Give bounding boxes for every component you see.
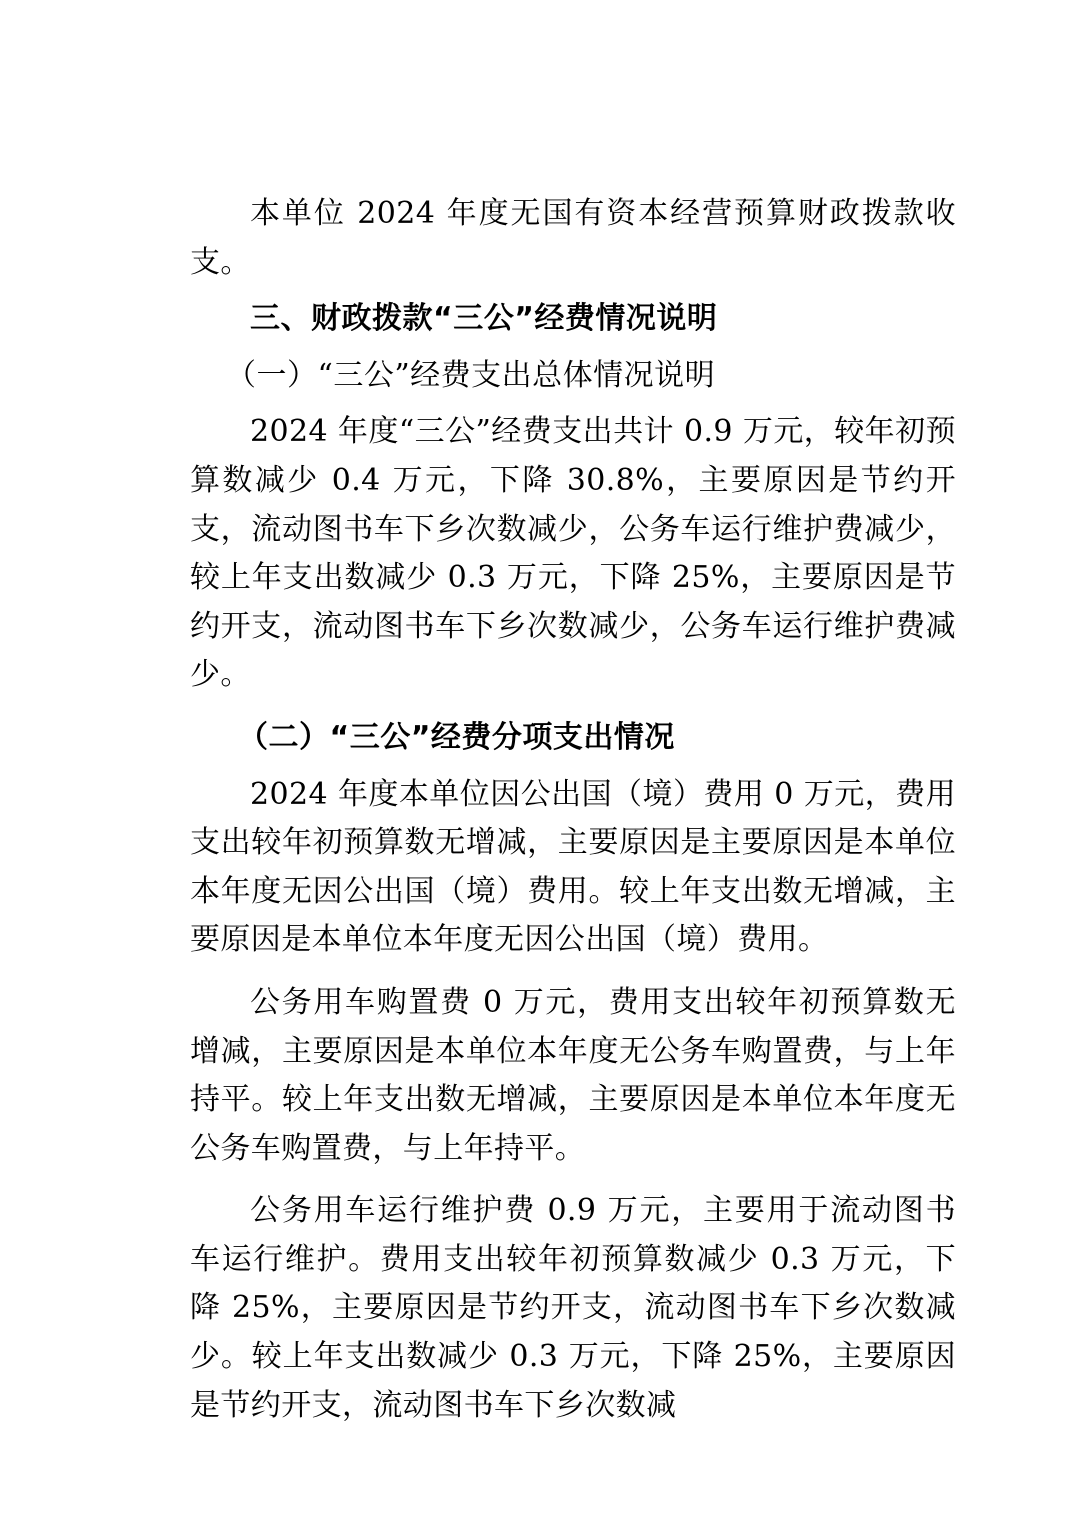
spacer	[190, 965, 956, 979]
paragraph-no-state-capital-budget: 本单位 2024 年度无国有资本经营预算财政拨款收支。	[190, 196, 956, 280]
spacer	[190, 344, 956, 352]
spacer	[190, 700, 956, 714]
spacer	[190, 1173, 956, 1187]
spacer	[190, 287, 956, 295]
paragraph-vehicle-maintenance: 公务用车运行维护费 0.9 万元，主要用于流动图书车运行维护。费用支出较年初预算数减少 0.3 万元，下降 25%，主要原因是节约开支，流动图书车下乡次数减少。较上年支出数减少 0.3 万元，下降 25%，主要原因是节约开支，流动图书车下乡次数减	[190, 1193, 956, 1423]
paragraph-overseas-travel: 2024 年度本单位因公出国（境）费用 0 万元，费用支出较年初预算数无增减，主要原因是主要原因是本单位本年度无因公出国（境）费用。较上年支出数无增减，主要原因是本单位本年度无因公出国（境）费用。	[190, 776, 956, 958]
heading-section-three: 三、财政拨款“三公”经费情况说明	[250, 301, 718, 337]
heading-subsection-one: （一）“三公”经费支出总体情况说明	[226, 357, 716, 393]
paragraph-overall-expenditure: 2024 年度“三公”经费支出共计 0.9 万元，较年初预算数减少 0.4 万元，下降 30.8%，主要原因是节约开支，流动图书车下乡次数减少，公务车运行维护费减少，较上年支出数减少 0.3 万元，下降 25%，主要原因是节约开支，流动图书车下乡次数减少，公务车运行维护费减少。	[190, 414, 956, 693]
heading-subsection-two: （二）“三公”经费分项支出情况	[238, 719, 675, 755]
document-body	[190, 190, 956, 1430]
spacer	[190, 400, 956, 408]
spacer	[190, 763, 956, 771]
paragraph-vehicle-purchase: 公务用车购置费 0 万元，费用支出较年初预算数无增减，主要原因是本单位本年度无公务车购置费，与上年持平。较上年支出数无增减，主要原因是本单位本年度无公务车购置费，与上年持平。	[190, 984, 956, 1166]
